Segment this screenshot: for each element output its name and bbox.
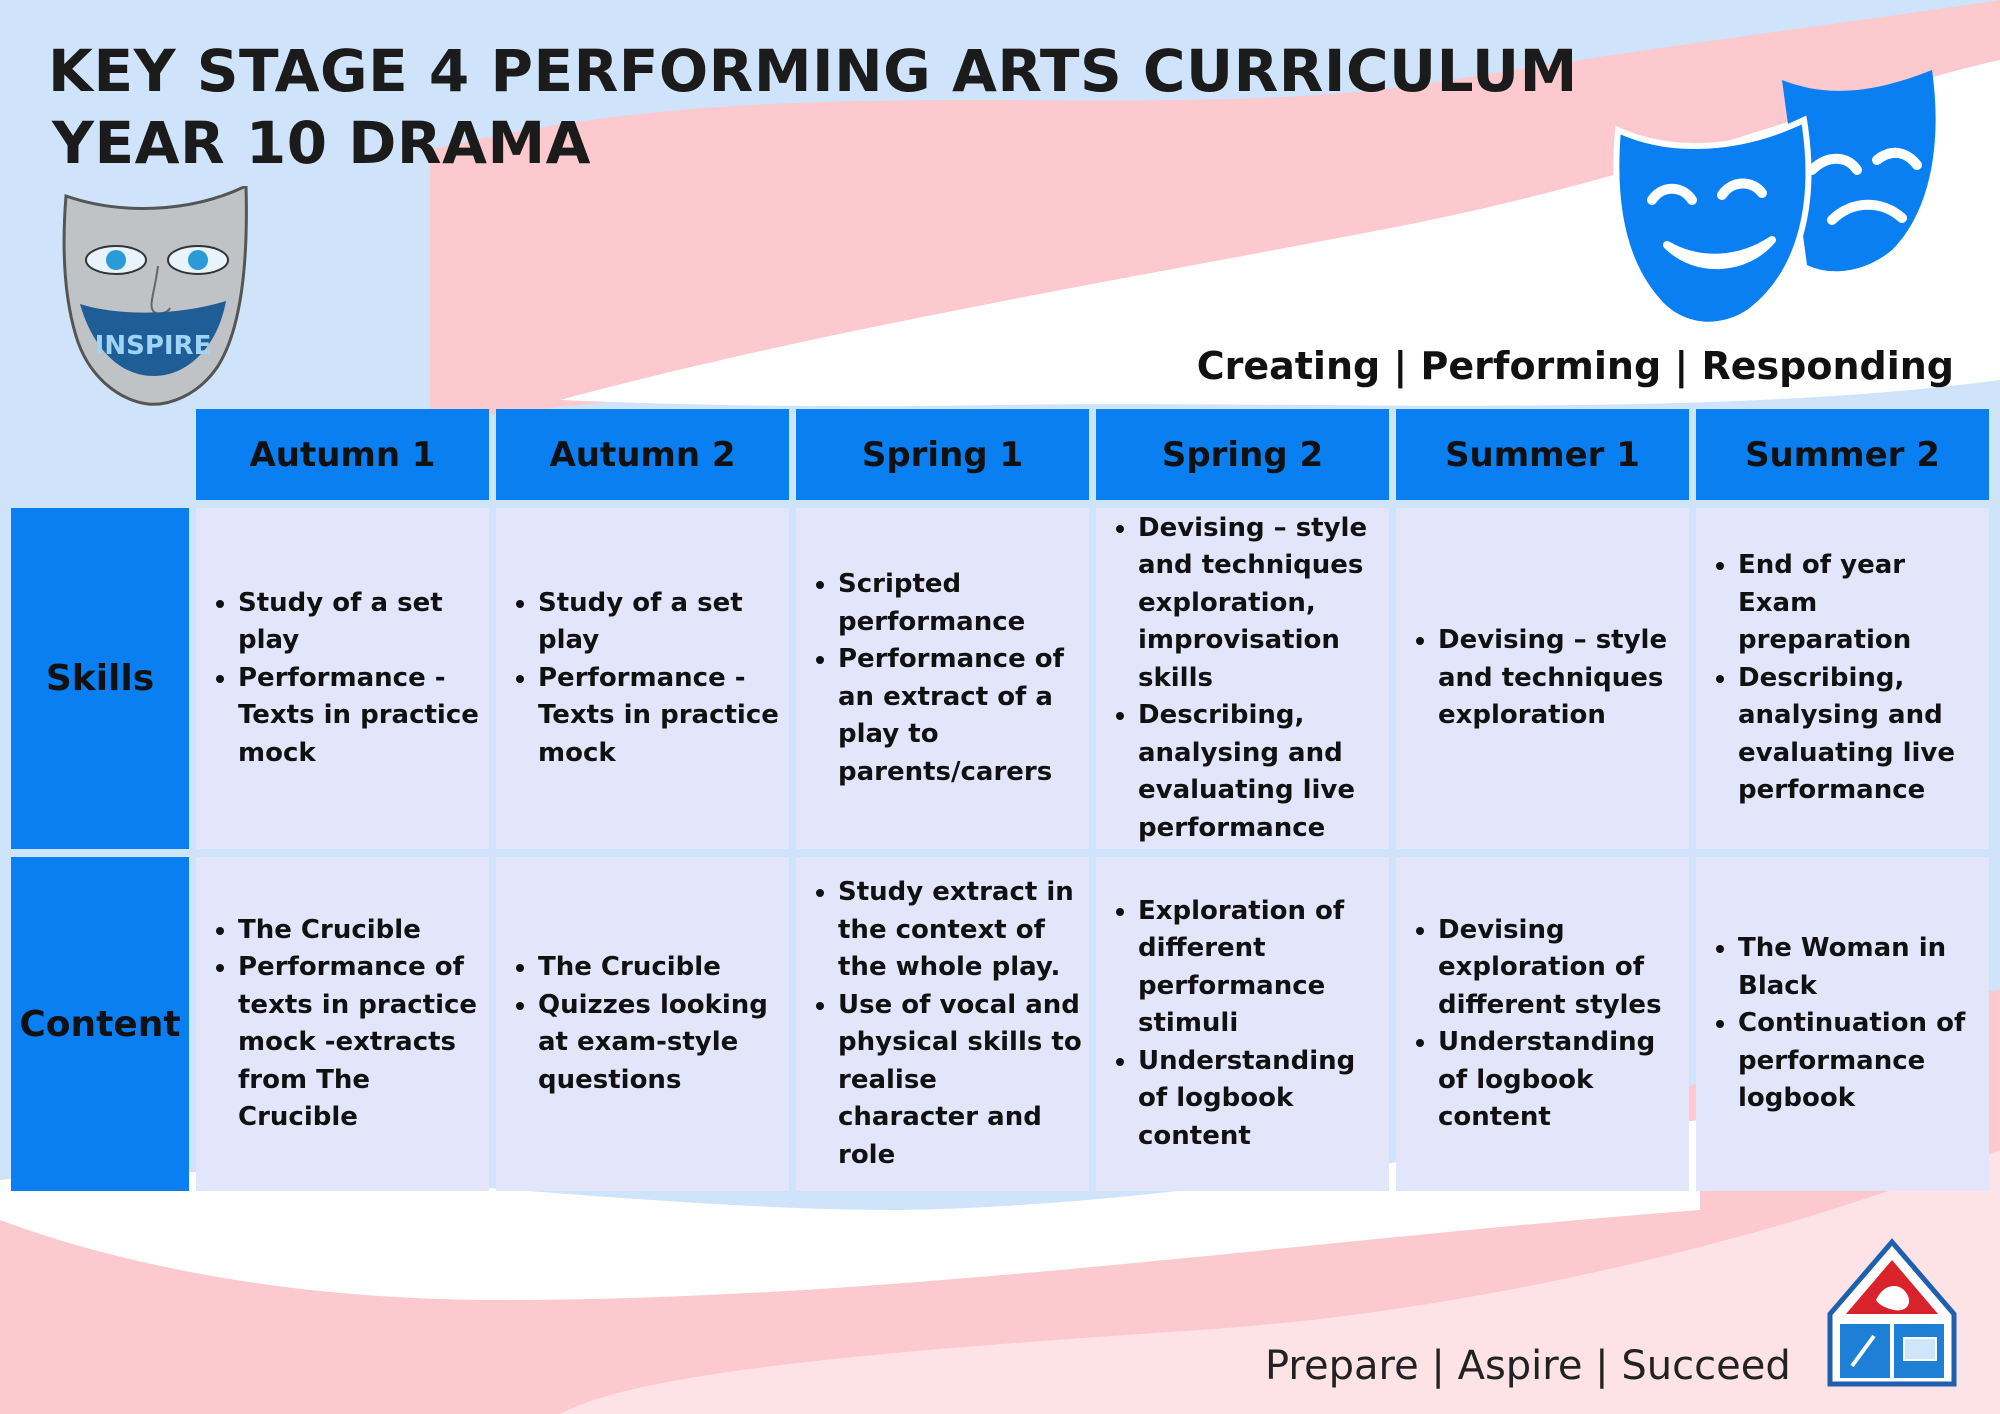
content-cell-summer-1 <box>1396 857 1689 1191</box>
row-header-content: Content <box>11 857 189 1191</box>
row-header-skills: Skills <box>11 508 189 849</box>
skills-cell-spring-1 <box>796 508 1089 849</box>
skills-cell-summer-1 <box>1396 508 1689 849</box>
content-cell-summer-2 <box>1696 857 1989 1191</box>
column-header-summer-1: Summer 1 <box>1396 409 1689 500</box>
skills-cell-summer-2 <box>1696 508 1989 849</box>
list-item: • Describing, analysing and evaluating live performance <box>1738 660 1985 810</box>
list-item: • Understanding of logbook content <box>1138 1043 1385 1156</box>
inspire-mask-text: INSPIRE <box>94 331 212 361</box>
skills-cell-spring-2 <box>1096 508 1389 849</box>
list-item: • Devising exploration of different styles <box>1438 912 1685 1025</box>
column-header-spring-2: Spring 2 <box>1096 409 1389 500</box>
page-subtitle: YEAR 10 DRAMA <box>52 109 592 177</box>
column-header-autumn-2: Autumn 2 <box>496 409 789 500</box>
content-cell-spring-1 <box>796 857 1089 1191</box>
school-crest <box>1826 1238 1958 1388</box>
list-item: • Study of a set play <box>538 585 785 660</box>
footer-slogan: Prepare | Aspire | Succeed <box>1265 1343 1791 1389</box>
list-item: • End of year Exam preparation <box>1738 547 1985 660</box>
list-item: • Performance of an extract of a play to parents/carers <box>838 641 1085 791</box>
list-item: • Continuation of performance logbook <box>1738 1005 1985 1118</box>
list-item: • Use of vocal and physical skills to realise character and role <box>838 987 1085 1175</box>
skills-cell-autumn-1 <box>196 508 489 849</box>
list-item: • Performance - Texts in practice mock <box>238 660 485 773</box>
list-item: • The Crucible <box>238 912 485 950</box>
theatre-masks-icon <box>1612 60 1942 330</box>
list-item: • Exploration of different performance stimuli <box>1138 893 1385 1043</box>
list-item: • Devising – style and techniques exploration <box>1438 622 1685 735</box>
page-title: KEY STAGE 4 PERFORMING ARTS CURRICULUM <box>48 37 1578 105</box>
tagline: Creating | Performing | Responding <box>1196 344 1954 388</box>
skills-cell-autumn-2 <box>496 508 789 849</box>
list-item: • Understanding of logbook content <box>1438 1024 1685 1137</box>
column-header-spring-1: Spring 1 <box>796 409 1089 500</box>
content-cell-spring-2 <box>1096 857 1389 1191</box>
list-item: • Study of a set play <box>238 585 485 660</box>
column-header-summer-2: Summer 2 <box>1696 409 1989 500</box>
list-item: • Study extract in the context of the whole play. <box>838 874 1085 987</box>
content-cell-autumn-2 <box>496 857 789 1191</box>
list-item: • Quizzes looking at exam-style questions <box>538 987 785 1100</box>
list-item: • Describing, analysing and evaluating live performance <box>1138 697 1385 847</box>
content-cell-autumn-1 <box>196 857 489 1191</box>
list-item: • Scripted performance <box>838 566 1085 641</box>
list-item: • Devising – style and techniques exploration, improvisation skills <box>1138 510 1385 698</box>
list-item: • The Crucible <box>538 949 785 987</box>
inspire-mask-logo <box>58 186 248 406</box>
list-item: • The Woman in Black <box>1738 930 1985 1005</box>
list-item: • Performance of texts in practice mock -extracts from The Crucible <box>238 949 485 1137</box>
column-header-autumn-1: Autumn 1 <box>196 409 489 500</box>
list-item: • Performance - Texts in practice mock <box>538 660 785 773</box>
